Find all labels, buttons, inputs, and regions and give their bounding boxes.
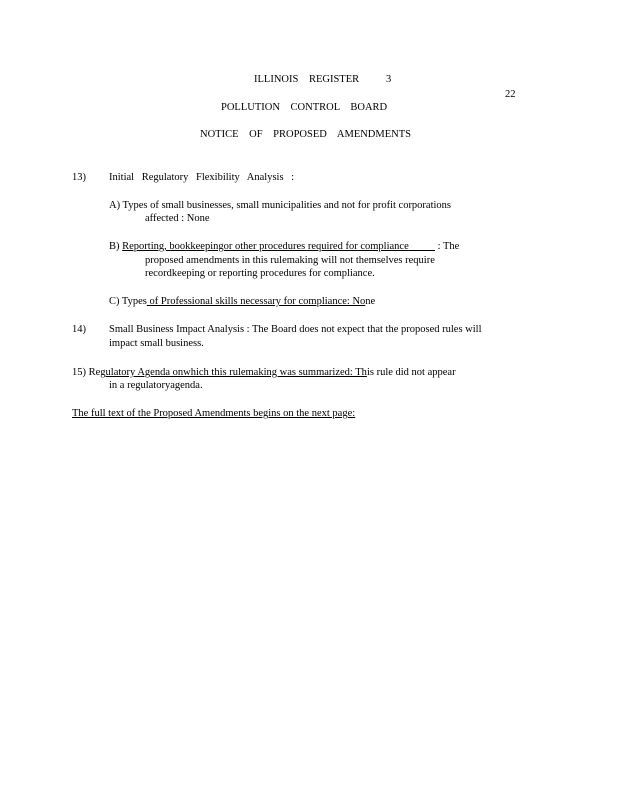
item-14-line2: impact small business. (109, 338, 204, 349)
item-13c-prefix: C) Types (109, 296, 147, 307)
item-13a-line2: affected : None (145, 213, 210, 224)
notice-title: NOTICE OF PROPOSED AMENDMENTS (200, 129, 411, 140)
item-13b-line1 (109, 240, 459, 253)
item-14-number: 14) (72, 324, 86, 335)
item-13b-underline-gap (409, 241, 435, 252)
item-13b-line2: proposed amendments in this rulemaking will not themselves require (145, 255, 435, 266)
page-number: 22 (505, 89, 516, 100)
item-13b-underlined: Reporting, bookkeepingor other procedures required for compliance (122, 241, 409, 252)
item-13-title: Initial Regulatory Flexibility Analysis : (109, 172, 295, 183)
item-13c-line (109, 295, 375, 308)
item-13b-line3: recordkeeping or reporting procedures for compliance. (145, 268, 375, 279)
item-15-line1 (72, 366, 456, 379)
item-13-number: 13) (72, 172, 86, 183)
item-13b-suffix: : The (434, 241, 460, 252)
issue-number: 3 (386, 74, 392, 85)
full-text-notice: The full text of the Proposed Amendments begins on the next page: (72, 408, 356, 419)
item-15-suffix: is rule did not appear (366, 367, 456, 378)
item-13c-suffix: ne (365, 296, 376, 307)
item-15-prefix: 15) Reg (72, 367, 106, 378)
item-15-line2: in a regulatoryagenda. (109, 380, 203, 391)
item-13c-underlined: of Professional skills necessary for compliance: No (146, 296, 366, 307)
item-14-line1: Small Business Impact Analysis : The Board does not expect that the proposed rules will (109, 324, 482, 335)
item-13a-line1: A) Types of small businesses, small municipalities and not for profit corporations (109, 200, 452, 211)
item-15-underlined: ulatory Agenda onwhich this rulemaking was summarized: Th (105, 367, 367, 378)
item-13b-prefix: B) (109, 241, 123, 252)
register-title: ILLINOIS REGISTER (254, 74, 360, 85)
agency-name: POLLUTION CONTROL BOARD (221, 102, 388, 113)
